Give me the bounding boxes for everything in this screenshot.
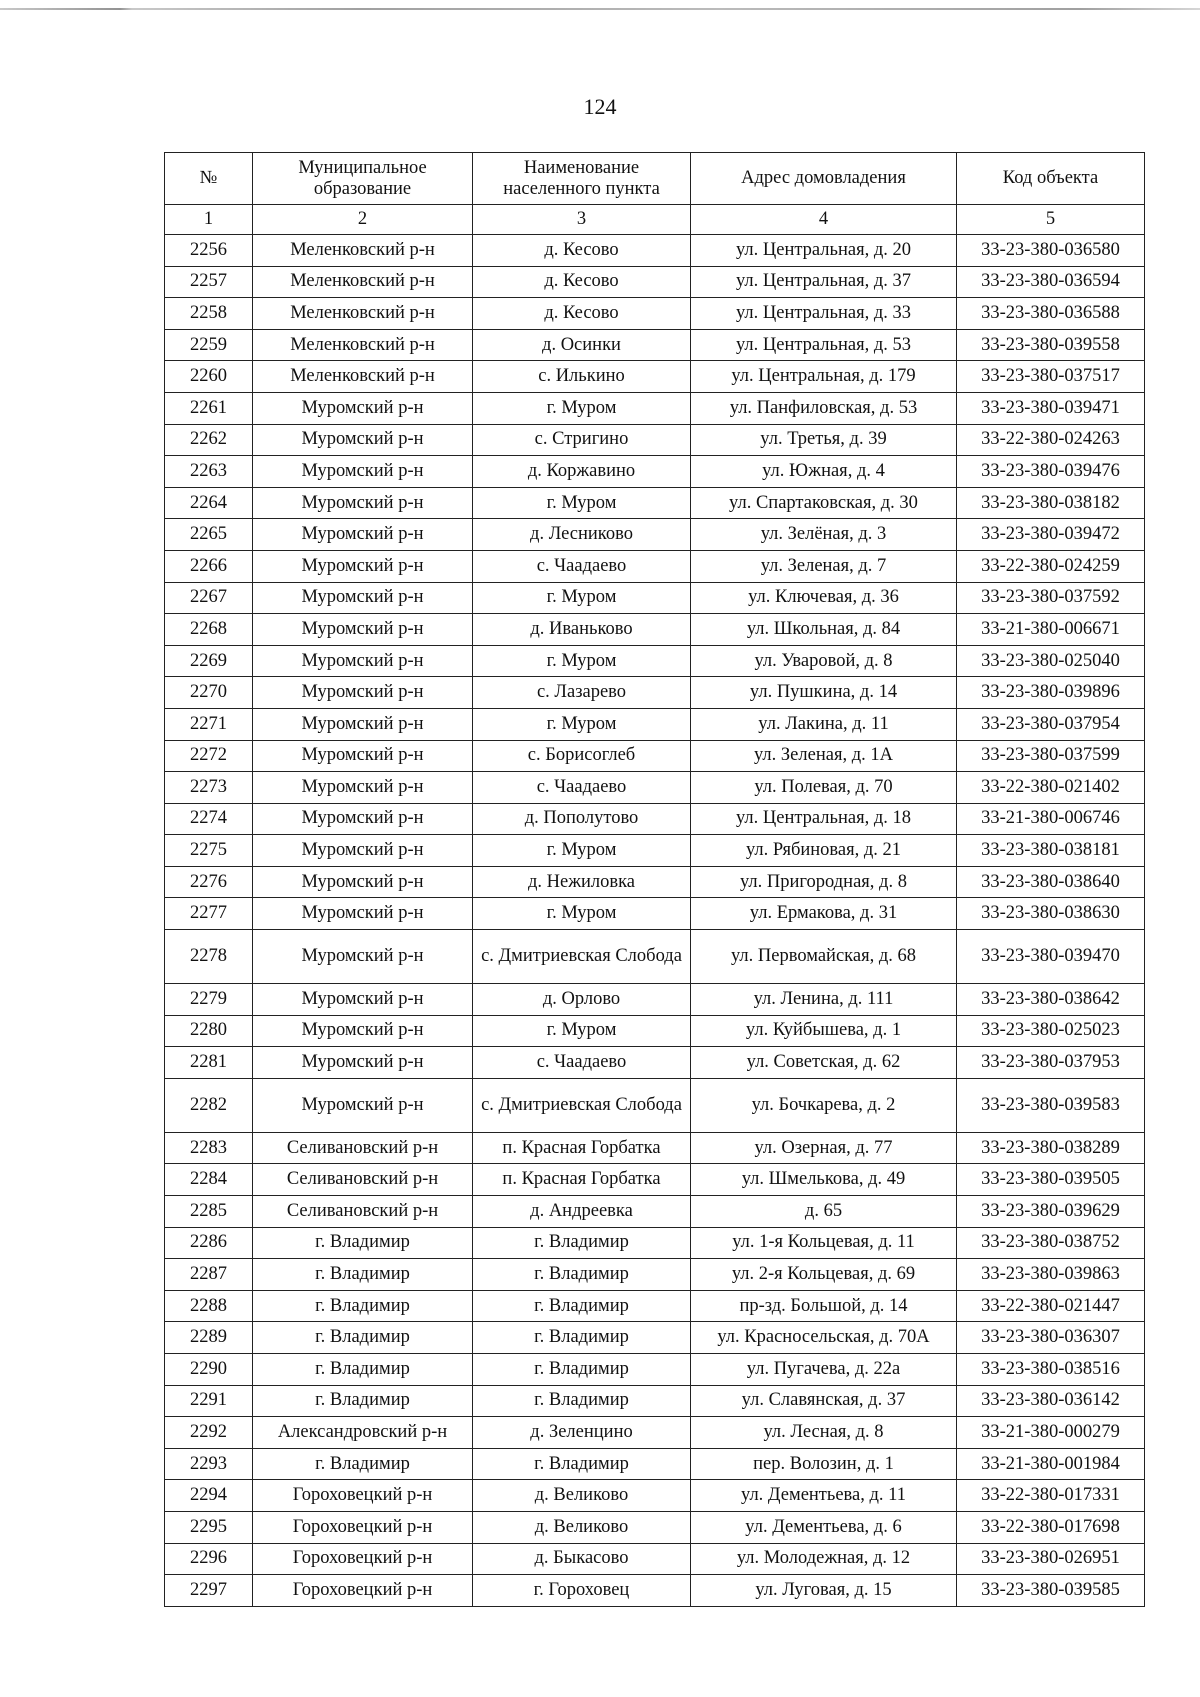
address-cell: ул. Пригородная, д. 8 xyxy=(691,866,957,898)
settlement-cell: п. Красная Горбатка xyxy=(473,1164,691,1196)
header-settlement: Наименование населенного пункта xyxy=(473,153,691,205)
municipality-cell: Муромский р-н xyxy=(253,550,473,582)
row-number: 2285 xyxy=(165,1196,253,1228)
municipality-cell: г. Владимир xyxy=(253,1259,473,1291)
object-code-cell: 33-23-380-039470 xyxy=(957,930,1145,984)
row-number: 2266 xyxy=(165,550,253,582)
municipality-cell: Меленковский р-н xyxy=(253,266,473,298)
table-row xyxy=(165,645,1145,677)
municipality-cell: Муромский р-н xyxy=(253,392,473,424)
row-number: 2289 xyxy=(165,1322,253,1354)
address-cell: ул. Ленина, д. 111 xyxy=(691,984,957,1016)
municipality-cell: Муромский р-н xyxy=(253,456,473,488)
object-code-cell: 33-22-380-021402 xyxy=(957,772,1145,804)
page-number: 124 xyxy=(583,94,617,119)
row-number: 2264 xyxy=(165,487,253,519)
address-cell: ул. Куйбышева, д. 1 xyxy=(691,1015,957,1047)
object-code-cell: 33-21-380-000279 xyxy=(957,1417,1145,1449)
object-code-cell: 33-23-380-037517 xyxy=(957,361,1145,393)
settlement-cell: г. Гороховец xyxy=(473,1575,691,1607)
municipality-cell: Селивановский р-н xyxy=(253,1132,473,1164)
table-row xyxy=(165,614,1145,646)
row-number: 2259 xyxy=(165,329,253,361)
column-number: 1 xyxy=(165,205,253,235)
row-number: 2267 xyxy=(165,582,253,614)
object-code-cell: 33-23-380-038516 xyxy=(957,1354,1145,1386)
address-cell: ул. Школьная, д. 84 xyxy=(691,614,957,646)
row-number: 2270 xyxy=(165,677,253,709)
row-number: 2257 xyxy=(165,266,253,298)
table-row xyxy=(165,1164,1145,1196)
table-row xyxy=(165,677,1145,709)
header-address: Адрес домовладения xyxy=(691,153,957,205)
row-number: 2279 xyxy=(165,984,253,1016)
object-code-cell: 33-23-380-038289 xyxy=(957,1132,1145,1164)
municipality-cell: Муромский р-н xyxy=(253,772,473,804)
object-code-cell: 33-23-380-039558 xyxy=(957,329,1145,361)
municipality-cell: Селивановский р-н xyxy=(253,1164,473,1196)
object-code-cell: 33-23-380-036580 xyxy=(957,235,1145,267)
address-cell: ул. 2-я Кольцевая, д. 69 xyxy=(691,1259,957,1291)
table-row xyxy=(165,1385,1145,1417)
address-cell: ул. Южная, д. 4 xyxy=(691,456,957,488)
settlement-cell: г. Муром xyxy=(473,708,691,740)
settlement-cell: г. Владимир xyxy=(473,1385,691,1417)
object-code-cell: 33-21-380-006746 xyxy=(957,803,1145,835)
settlement-cell: с. Илькино xyxy=(473,361,691,393)
table-row xyxy=(165,266,1145,298)
municipality-cell: Муромский р-н xyxy=(253,740,473,772)
column-number: 5 xyxy=(957,205,1145,235)
municipality-cell: Муромский р-н xyxy=(253,1047,473,1079)
settlement-cell: д. Кесово xyxy=(473,235,691,267)
municipality-cell: Гороховецкий р-н xyxy=(253,1543,473,1575)
table-row xyxy=(165,930,1145,984)
municipality-cell: Муромский р-н xyxy=(253,677,473,709)
address-cell: ул. Зелёная, д. 3 xyxy=(691,519,957,551)
row-number: 2272 xyxy=(165,740,253,772)
row-number: 2275 xyxy=(165,835,253,867)
municipality-cell: Муромский р-н xyxy=(253,930,473,984)
address-cell: ул. Красносельская, д. 70А xyxy=(691,1322,957,1354)
settlement-cell: г. Владимир xyxy=(473,1227,691,1259)
address-cell: ул. Полевая, д. 70 xyxy=(691,772,957,804)
settlement-cell: г. Муром xyxy=(473,487,691,519)
row-number: 2291 xyxy=(165,1385,253,1417)
object-code-cell: 33-21-380-006671 xyxy=(957,614,1145,646)
address-cell: ул. Лакина, д. 11 xyxy=(691,708,957,740)
table-row xyxy=(165,1078,1145,1132)
table-row xyxy=(165,866,1145,898)
address-cell: ул. Дементьева, д. 6 xyxy=(691,1511,957,1543)
settlement-cell: д. Великово xyxy=(473,1480,691,1512)
settlement-cell: с. Борисоглеб xyxy=(473,740,691,772)
object-code-cell: 33-23-380-039585 xyxy=(957,1575,1145,1607)
table-row xyxy=(165,1354,1145,1386)
address-cell: ул. Первомайская, д. 68 xyxy=(691,930,957,984)
row-number: 2294 xyxy=(165,1480,253,1512)
row-number: 2280 xyxy=(165,1015,253,1047)
address-cell: ул. Центральная, д. 53 xyxy=(691,329,957,361)
row-number: 2282 xyxy=(165,1078,253,1132)
municipality-cell: Гороховецкий р-н xyxy=(253,1511,473,1543)
row-number: 2297 xyxy=(165,1575,253,1607)
address-cell: ул. Бочкарева, д. 2 xyxy=(691,1078,957,1132)
municipality-cell: Меленковский р-н xyxy=(253,235,473,267)
settlement-cell: г. Муром xyxy=(473,898,691,930)
settlement-cell: д. Лесниково xyxy=(473,519,691,551)
table-row xyxy=(165,329,1145,361)
row-number: 2288 xyxy=(165,1290,253,1322)
municipality-cell: г. Владимир xyxy=(253,1354,473,1386)
object-code-cell: 33-23-380-038182 xyxy=(957,487,1145,519)
municipality-cell: Муромский р-н xyxy=(253,1015,473,1047)
table-row xyxy=(165,1196,1145,1228)
settlement-cell: с. Чаадаево xyxy=(473,550,691,582)
settlement-cell: д. Иваньково xyxy=(473,614,691,646)
settlement-cell: д. Орлово xyxy=(473,984,691,1016)
municipality-cell: Муромский р-н xyxy=(253,1078,473,1132)
municipality-cell: г. Владимир xyxy=(253,1448,473,1480)
settlement-cell: д. Пополутово xyxy=(473,803,691,835)
address-cell: ул. Уваровой, д. 8 xyxy=(691,645,957,677)
municipality-cell: Муромский р-н xyxy=(253,487,473,519)
table-row xyxy=(165,803,1145,835)
municipality-cell: Муромский р-н xyxy=(253,866,473,898)
settlement-cell: г. Владимир xyxy=(473,1259,691,1291)
row-number: 2268 xyxy=(165,614,253,646)
address-cell: пр-зд. Большой, д. 14 xyxy=(691,1290,957,1322)
object-code-cell: 33-21-380-001984 xyxy=(957,1448,1145,1480)
settlement-cell: д. Быкасово xyxy=(473,1543,691,1575)
address-cell: ул. Советская, д. 62 xyxy=(691,1047,957,1079)
settlement-cell: д. Зеленцино xyxy=(473,1417,691,1449)
table-row xyxy=(165,984,1145,1016)
object-code-cell: 33-23-380-039629 xyxy=(957,1196,1145,1228)
row-number: 2263 xyxy=(165,456,253,488)
address-cell: ул. Пугачева, д. 22а xyxy=(691,1354,957,1386)
settlement-cell: с. Дмитриевская Слобода xyxy=(473,1078,691,1132)
address-cell: ул. Центральная, д. 33 xyxy=(691,298,957,330)
address-cell: ул. Луговая, д. 15 xyxy=(691,1575,957,1607)
address-cell: ул. Ермакова, д. 31 xyxy=(691,898,957,930)
object-code-cell: 33-23-380-038181 xyxy=(957,835,1145,867)
table-row xyxy=(165,298,1145,330)
settlement-cell: г. Владимир xyxy=(473,1290,691,1322)
column-number: 3 xyxy=(473,205,691,235)
address-cell: д. 65 xyxy=(691,1196,957,1228)
table-row xyxy=(165,582,1145,614)
column-number: 4 xyxy=(691,205,957,235)
object-code-cell: 33-23-380-036588 xyxy=(957,298,1145,330)
settlement-cell: г. Владимир xyxy=(473,1354,691,1386)
table-row xyxy=(165,519,1145,551)
address-cell: ул. Дементьева, д. 11 xyxy=(691,1480,957,1512)
municipality-cell: Меленковский р-н xyxy=(253,298,473,330)
object-code-cell: 33-23-380-038640 xyxy=(957,866,1145,898)
row-number: 2260 xyxy=(165,361,253,393)
object-code-cell: 33-23-380-025040 xyxy=(957,645,1145,677)
object-code-cell: 33-23-380-037953 xyxy=(957,1047,1145,1079)
header-municipality: Муниципальное образование xyxy=(253,153,473,205)
municipality-cell: Муромский р-н xyxy=(253,582,473,614)
address-cell: ул. Центральная, д. 18 xyxy=(691,803,957,835)
row-number: 2262 xyxy=(165,424,253,456)
settlement-cell: д. Коржавино xyxy=(473,456,691,488)
column-number: 2 xyxy=(253,205,473,235)
row-number: 2292 xyxy=(165,1417,253,1449)
object-code-cell: 33-22-380-017698 xyxy=(957,1511,1145,1543)
address-cell: пер. Волозин, д. 1 xyxy=(691,1448,957,1480)
table-row xyxy=(165,898,1145,930)
table-row xyxy=(165,487,1145,519)
row-number: 2290 xyxy=(165,1354,253,1386)
row-number: 2256 xyxy=(165,235,253,267)
row-number: 2286 xyxy=(165,1227,253,1259)
address-cell: ул. 1-я Кольцевая, д. 11 xyxy=(691,1227,957,1259)
table-row xyxy=(165,835,1145,867)
municipality-cell: Муромский р-н xyxy=(253,645,473,677)
row-number: 2273 xyxy=(165,772,253,804)
municipality-cell: Муромский р-н xyxy=(253,984,473,1016)
row-number: 2287 xyxy=(165,1259,253,1291)
municipality-cell: Селивановский р-н xyxy=(253,1196,473,1228)
object-code-cell: 33-23-380-039863 xyxy=(957,1259,1145,1291)
settlement-cell: с. Лазарево xyxy=(473,677,691,709)
table-row xyxy=(165,1417,1145,1449)
municipality-cell: г. Владимир xyxy=(253,1227,473,1259)
header-number: № xyxy=(165,153,253,205)
address-cell: ул. Центральная, д. 20 xyxy=(691,235,957,267)
object-code-cell: 33-23-380-038642 xyxy=(957,984,1145,1016)
municipality-cell: Муромский р-н xyxy=(253,614,473,646)
table-row xyxy=(165,772,1145,804)
table-row xyxy=(165,1015,1145,1047)
settlement-cell: д. Кесово xyxy=(473,266,691,298)
object-code-cell: 33-22-380-024259 xyxy=(957,550,1145,582)
municipality-cell: Гороховецкий р-н xyxy=(253,1480,473,1512)
object-code-cell: 33-23-380-038752 xyxy=(957,1227,1145,1259)
table-row xyxy=(165,1511,1145,1543)
table-row xyxy=(165,1543,1145,1575)
object-code-cell: 33-23-380-039472 xyxy=(957,519,1145,551)
row-number: 2274 xyxy=(165,803,253,835)
table-row xyxy=(165,1448,1145,1480)
municipality-cell: Гороховецкий р-н xyxy=(253,1575,473,1607)
object-code-cell: 33-23-380-037954 xyxy=(957,708,1145,740)
scan-edge-line xyxy=(0,8,1200,10)
table-row xyxy=(165,424,1145,456)
address-cell: ул. Третья, д. 39 xyxy=(691,424,957,456)
table-row xyxy=(165,392,1145,424)
settlement-cell: г. Муром xyxy=(473,645,691,677)
municipality-cell: Муромский р-н xyxy=(253,898,473,930)
address-cell: ул. Пушкина, д. 14 xyxy=(691,677,957,709)
object-code-cell: 33-23-380-026951 xyxy=(957,1543,1145,1575)
object-code-cell: 33-23-380-039583 xyxy=(957,1078,1145,1132)
municipality-cell: Муромский р-н xyxy=(253,835,473,867)
object-code-cell: 33-23-380-039896 xyxy=(957,677,1145,709)
object-code-cell: 33-23-380-039505 xyxy=(957,1164,1145,1196)
table-row xyxy=(165,1132,1145,1164)
municipality-cell: г. Владимир xyxy=(253,1290,473,1322)
municipality-cell: Муромский р-н xyxy=(253,708,473,740)
municipality-cell: Меленковский р-н xyxy=(253,329,473,361)
settlement-cell: д. Великово xyxy=(473,1511,691,1543)
settlement-cell: г. Муром xyxy=(473,582,691,614)
address-cell: ул. Рябиновая, д. 21 xyxy=(691,835,957,867)
address-cell: ул. Молодежная, д. 12 xyxy=(691,1543,957,1575)
table-row xyxy=(165,1227,1145,1259)
table-row xyxy=(165,1290,1145,1322)
settlement-cell: г. Муром xyxy=(473,835,691,867)
object-code-cell: 33-23-380-036142 xyxy=(957,1385,1145,1417)
municipality-cell: г. Владимир xyxy=(253,1385,473,1417)
settlement-cell: с. Чаадаево xyxy=(473,772,691,804)
row-number: 2265 xyxy=(165,519,253,551)
registry-table xyxy=(164,152,1145,1607)
table-body xyxy=(165,235,1145,1607)
municipality-cell: Меленковский р-н xyxy=(253,361,473,393)
table-row xyxy=(165,550,1145,582)
address-cell: ул. Центральная, д. 179 xyxy=(691,361,957,393)
municipality-cell: Муромский р-н xyxy=(253,424,473,456)
object-code-cell: 33-23-380-036307 xyxy=(957,1322,1145,1354)
table-row xyxy=(165,1575,1145,1607)
row-number: 2278 xyxy=(165,930,253,984)
address-cell: ул. Лесная, д. 8 xyxy=(691,1417,957,1449)
table-row xyxy=(165,1322,1145,1354)
table-row xyxy=(165,740,1145,772)
settlement-cell: с. Дмитриевская Слобода xyxy=(473,930,691,984)
row-number: 2271 xyxy=(165,708,253,740)
object-code-cell: 33-22-380-017331 xyxy=(957,1480,1145,1512)
row-number: 2284 xyxy=(165,1164,253,1196)
header-object-code: Код объекта xyxy=(957,153,1145,205)
object-code-cell: 33-22-380-021447 xyxy=(957,1290,1145,1322)
table-row xyxy=(165,456,1145,488)
table-row xyxy=(165,1480,1145,1512)
table-row xyxy=(165,235,1145,267)
object-code-cell: 33-23-380-037592 xyxy=(957,582,1145,614)
address-cell: ул. Зеленая, д. 1А xyxy=(691,740,957,772)
settlement-cell: г. Муром xyxy=(473,392,691,424)
settlement-cell: д. Осинки xyxy=(473,329,691,361)
table-row xyxy=(165,361,1145,393)
row-number: 2261 xyxy=(165,392,253,424)
settlement-cell: с. Стригино xyxy=(473,424,691,456)
municipality-cell: Александровский р-н xyxy=(253,1417,473,1449)
row-number: 2269 xyxy=(165,645,253,677)
row-number: 2283 xyxy=(165,1132,253,1164)
address-cell: ул. Зеленая, д. 7 xyxy=(691,550,957,582)
row-number: 2277 xyxy=(165,898,253,930)
address-cell: ул. Панфиловская, д. 53 xyxy=(691,392,957,424)
address-cell: ул. Спартаковская, д. 30 xyxy=(691,487,957,519)
municipality-cell: г. Владимир xyxy=(253,1322,473,1354)
header-row xyxy=(165,153,1145,205)
municipality-cell: Муромский р-н xyxy=(253,803,473,835)
row-number: 2295 xyxy=(165,1511,253,1543)
row-number: 2293 xyxy=(165,1448,253,1480)
table-row xyxy=(165,1259,1145,1291)
settlement-cell: г. Муром xyxy=(473,1015,691,1047)
object-code-cell: 33-22-380-024263 xyxy=(957,424,1145,456)
object-code-cell: 33-23-380-037599 xyxy=(957,740,1145,772)
row-number: 2276 xyxy=(165,866,253,898)
object-code-cell: 33-23-380-036594 xyxy=(957,266,1145,298)
table-row xyxy=(165,708,1145,740)
row-number: 2281 xyxy=(165,1047,253,1079)
address-cell: ул. Славянская, д. 37 xyxy=(691,1385,957,1417)
row-number: 2296 xyxy=(165,1543,253,1575)
address-cell: ул. Центральная, д. 37 xyxy=(691,266,957,298)
address-cell: ул. Озерная, д. 77 xyxy=(691,1132,957,1164)
address-cell: ул. Шмелькова, д. 49 xyxy=(691,1164,957,1196)
address-cell: ул. Ключевая, д. 36 xyxy=(691,582,957,614)
settlement-cell: д. Кесово xyxy=(473,298,691,330)
object-code-cell: 33-23-380-025023 xyxy=(957,1015,1145,1047)
object-code-cell: 33-23-380-039476 xyxy=(957,456,1145,488)
settlement-cell: с. Чаадаево xyxy=(473,1047,691,1079)
settlement-cell: г. Владимир xyxy=(473,1322,691,1354)
settlement-cell: д. Нежиловка xyxy=(473,866,691,898)
table-row xyxy=(165,1047,1145,1079)
object-code-cell: 33-23-380-039471 xyxy=(957,392,1145,424)
column-number-row xyxy=(165,205,1145,235)
settlement-cell: г. Владимир xyxy=(473,1448,691,1480)
row-number: 2258 xyxy=(165,298,253,330)
settlement-cell: п. Красная Горбатка xyxy=(473,1132,691,1164)
settlement-cell: д. Андреевка xyxy=(473,1196,691,1228)
municipality-cell: Муромский р-н xyxy=(253,519,473,551)
object-code-cell: 33-23-380-038630 xyxy=(957,898,1145,930)
